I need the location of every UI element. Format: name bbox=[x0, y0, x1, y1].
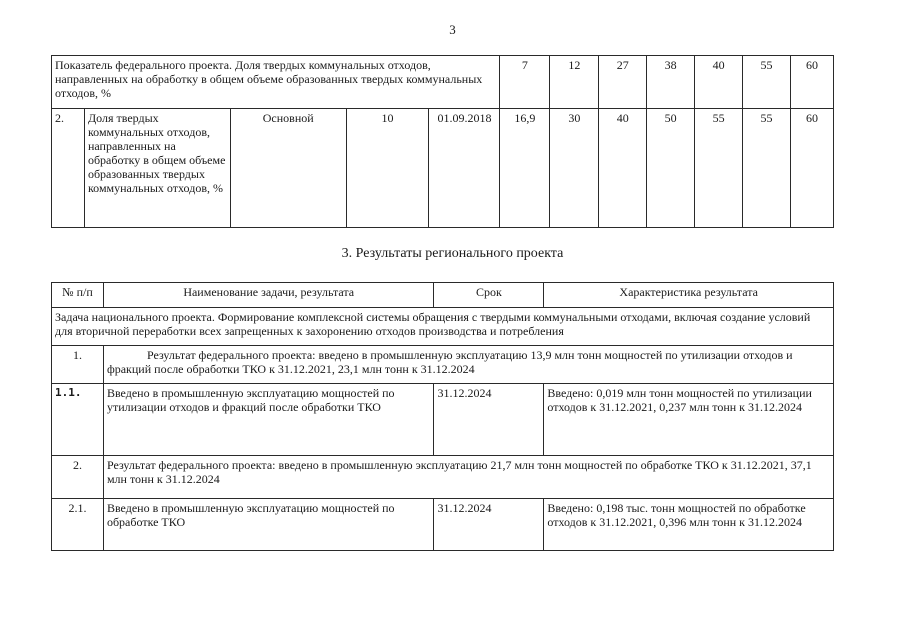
indicator-value: 27 bbox=[599, 56, 647, 109]
subresult-description: Введено: 0,019 млн тонн мощностей по утилизации отходов к 31.12.2021, 0,237 млн тонн к 31.12.2024 bbox=[544, 384, 834, 456]
indicator-row bbox=[52, 109, 834, 228]
subresult-name: Введено в промышленную эксплуатацию мощностей по обработке ТКО bbox=[103, 499, 434, 551]
subresult-date: 31.12.2024 bbox=[434, 384, 544, 456]
row-date: 01.09.2018 bbox=[429, 109, 500, 228]
header-number: № п/п bbox=[52, 283, 104, 308]
results-header-row bbox=[52, 283, 834, 308]
row-value: 30 bbox=[550, 109, 599, 228]
header-date: Срок bbox=[434, 283, 544, 308]
subresult-number: 1.1. bbox=[52, 384, 104, 456]
row-value: 50 bbox=[647, 109, 695, 228]
indicator-header-row bbox=[52, 56, 834, 109]
section-title: 3. Результаты регионального проекта bbox=[341, 246, 564, 261]
page-number: 3 bbox=[449, 22, 456, 37]
indicator-value: 12 bbox=[550, 56, 599, 109]
indicator-value: 7 bbox=[500, 56, 550, 109]
subresult-row bbox=[52, 384, 834, 456]
result-text: Результат федерального проекта: введено в промышленную эксплуатацию 13,9 млн тонн мощностей по утилизации отходов и фракций после обработки ТКО к 31.12.2021, 23,1 млн тонн к 31.12.2024 bbox=[103, 346, 833, 384]
indicator-value: 55 bbox=[743, 56, 791, 109]
subresult-number: 2.1. bbox=[52, 499, 104, 551]
indicator-value: 38 bbox=[647, 56, 695, 109]
subresult-description: Введено: 0,198 тыс. тонн мощностей по обработке отходов к 31.12.2021, 0,396 млн тонн к 31.12.2024 bbox=[544, 499, 834, 551]
result-row bbox=[52, 346, 834, 384]
row-value: 55 bbox=[743, 109, 791, 228]
indicator-label: Показатель федерального проекта. Доля твердых коммунальных отходов, направленных на обработку в общем объеме образованных твердых коммунальных отходов, % bbox=[52, 56, 500, 109]
task-text: Задача национального проекта. Формирование комплексной системы обращения с твердыми коммунальными отходами, включая создание условий для вторичной переработки всех запрещенных к захоронению отходов производства и потребления bbox=[52, 308, 834, 346]
results-table bbox=[51, 282, 834, 551]
row-type: Основной bbox=[230, 109, 346, 228]
subresult-row bbox=[52, 499, 834, 551]
result-text: Результат федерального проекта: введено в промышленную эксплуатацию 21,7 млн тонн мощностей по обработке ТКО к 31.12.2021, 37,1 млн тонн к 31.12.2024 bbox=[103, 456, 833, 499]
row-value: 55 bbox=[695, 109, 743, 228]
result-number: 2. bbox=[52, 456, 104, 499]
subresult-name: Введено в промышленную эксплуатацию мощностей по утилизации отходов и фракций после обработки ТКО bbox=[103, 384, 434, 456]
result-row bbox=[52, 456, 834, 499]
row-value: 16,9 bbox=[500, 109, 550, 228]
row-name: Доля твердых коммунальных отходов, направленных на обработку в общем объеме образованных твердых коммунальных отходов, % bbox=[84, 109, 230, 228]
row-value: 40 bbox=[599, 109, 647, 228]
subresult-date: 31.12.2024 bbox=[434, 499, 544, 551]
task-row bbox=[52, 308, 834, 346]
indicator-value: 60 bbox=[790, 56, 833, 109]
row-base: 10 bbox=[346, 109, 429, 228]
header-description: Характеристика результата bbox=[544, 283, 834, 308]
row-number: 2. bbox=[52, 109, 85, 228]
indicator-table bbox=[51, 55, 834, 228]
row-value: 60 bbox=[790, 109, 833, 228]
indicator-value: 40 bbox=[695, 56, 743, 109]
result-number: 1. bbox=[52, 346, 104, 384]
header-name: Наименование задачи, результата bbox=[103, 283, 434, 308]
